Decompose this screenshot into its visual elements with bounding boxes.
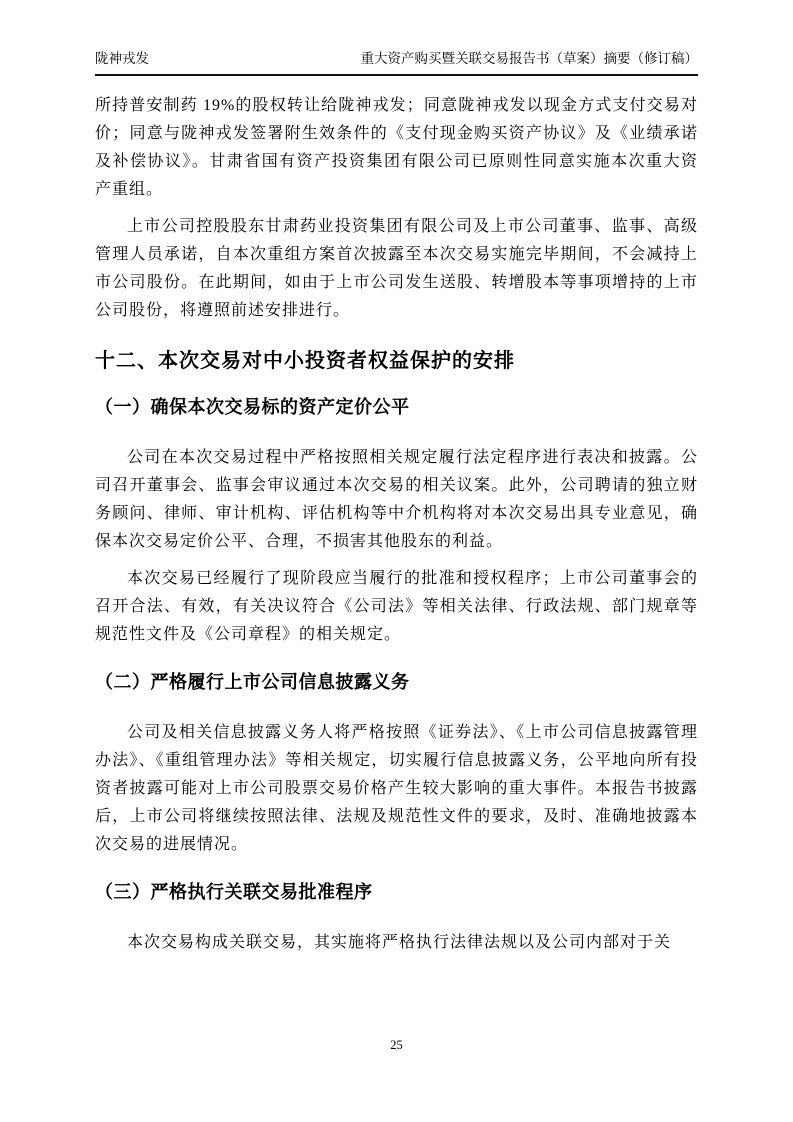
- paragraph-shareholder-commitment: 上市公司控股股东甘肃药业投资集团有限公司及上市公司董事、监事、高级管理人员承诺，自本次重组方案首次披露至本次交易实施完毕期间，不会减持上市公司股份。在此期间，如由于上市公司发生送股、转增股本等事项增持的上市公司股份，将遵照前述安排进行。: [95, 218, 698, 319]
- page-number: 25: [390, 1038, 403, 1052]
- subsection-heading-2: （二）严格履行上市公司信息披露义务: [95, 672, 410, 692]
- paragraph-continuation: 所持普安制药 19%的股权转让给陇神戎发；同意陇神戎发以现金方式支付交易对价；同意与陇神戎发签署附生效条件的《支付现金购买资产协议》及《业绩承诺及补偿协议》。甘肃省国有资产投资集团有限公司已原则性同意实施本次重大资产重组。: [95, 97, 698, 198]
- section-heading-12: 十二、本次交易对中小投资者权益保护的安排: [95, 350, 515, 372]
- paragraph-pricing-fairness-2: 本次交易已经履行了现阶段应当履行的批准和授权程序；上市公司董事会的召开合法、有效，有关决议符合《公司法》等相关法律、行政法规、部门规章等规范性文件及《公司章程》的相关规定。: [95, 570, 698, 643]
- header-company-short-name: 陇神戎发: [95, 51, 149, 66]
- paragraph-information-disclosure: 公司及相关信息披露义务人将严格按照《证券法》、《上市公司信息披露管理办法》、《重组管理办法》等相关规定，切实履行信息披露义务，公平地向所有投资者披露可能对上市公司股票交易价格产生较大影响的重大事件。本报告书披露后，上市公司将继续按照法律、法规及规范性文件的要求，及时、准确地披露本次交易的进展情况。: [95, 724, 698, 853]
- subsection-heading-3: （三）严格执行关联交易批准程序: [95, 882, 373, 902]
- document-body: [95, 76, 698, 957]
- paragraph-pricing-fairness-1: 公司在本次交易过程中严格按照相关规定履行法定程序进行表决和披露。公司召开董事会、监事会审议通过本次交易的相关议案。此外，公司聘请的独立财务顾问、律师、审计机构、评估机构等中介机构将对本次交易出具专业意见，确保本次交易定价公平、合理，不损害其他股东的利益。: [95, 449, 698, 550]
- page-header: [95, 50, 698, 76]
- subsection-heading-1: （一）确保本次交易标的资产定价公平: [95, 397, 410, 417]
- header-document-title: 重大资产购买暨关联交易报告书（草案）摘要（修订稿）: [360, 51, 698, 66]
- paragraph-related-transaction: 本次交易构成关联交易，其实施将严格执行法律法规以及公司内部对于关: [127, 934, 672, 951]
